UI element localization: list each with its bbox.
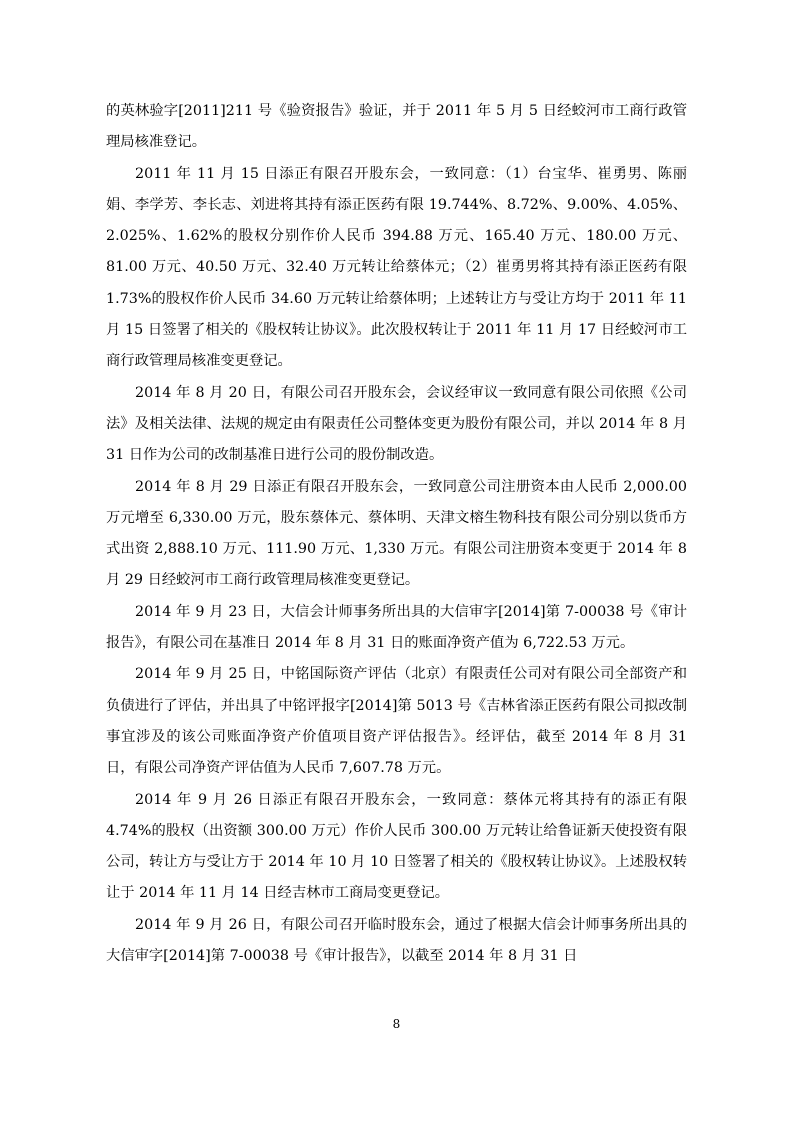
paragraph-2014-09-26-extraordinary-meeting: 2014 年 9 月 26 日，有限公司召开临时股东会，通过了根据大信会计师事务所出具的大信审字[2014]第 7-00038 号《审计报告》，以截至 2014 年 8 月 31 日 (106, 916, 687, 965)
paragraph-2014-08-20-restructuring: 2014 年 8 月 20 日，有限公司召开股东会，会议经审议一致同意有限公司依照《公司法》及相关法律、法规的规定由有限责任公司整体变更为股份有限公司，并以 2014 年 8 月 31 日作为公司的改制基准日进行公司的股份制改造。 (106, 384, 687, 464)
page-number: 8 (392, 1017, 401, 1031)
document-body (106, 96, 687, 972)
paragraph-2014-09-25-asset-valuation: 2014 年 9 月 25 日，中铭国际资产评估（北京）有限责任公司对有限公司全部资产和负债进行了评估，并出具了中铭评报字[2014]第 5013 号《吉林省添正医药有限公司拟改制事宜涉及的该公司账面净资产价值项目资产评估报告》。经评估，截至 2014 年 8 月 31 日，有限公司净资产评估值为人民币 7,607.78 万元。 (106, 666, 687, 777)
paragraph-2014-08-29-capital-increase: 2014 年 8 月 29 日添正有限召开股东会，一致同意公司注册资本由人民币 2,000.00 万元增至 6,330.00 万元，股东蔡体元、蔡体明、天津文榕生物科技有限公司分别以货币方式出资 2,888.10 万元、111.90 万元、1,330 万元。有限公司注册资本变更于 2014 年 8 月 29 日经蛟河市工商行政管理局核准变更登记。 (106, 478, 687, 589)
paragraph-2014-09-26-equity-transfer: 2014 年 9 月 26 日添正有限召开股东会，一致同意：蔡体元将其持有的添正有限 4.74%的股权（出资额 300.00 万元）作价人民币 300.00 万元转让给鲁证新天使投资有限公司，转让方与受让方于 2014 年 10 月 10 日签署了相关的《股权转让协议》。上述股权转让于 2014 年 11 月 14 日经吉林市工商局变更登记。 (106, 791, 687, 902)
paragraph-2011-equity-transfer: 2011 年 11 月 15 日添正有限召开股东会，一致同意：（1）台宝华、崔勇男、陈丽娟、李学芳、李长志、刘进将其持有添正医药有限 19.744%、8.72%、9.00%、4.05%、2.025%、1.62%的股权分别作价人民币 394.88 万元、165.40 万元、180.00 万元、81.00 万元、40.50 万元、32.40 万元转让给蔡体元；（2）崔勇男将其持有添正医药有限 1.73%的股权作价人民币 34.60 万元转让给蔡体明；上述转让方与受让方均于 2011 年 11 月 15 日签署了相关的《股权转让协议》。此次股权转让于 2011 年 11 月 17 日经蛟河市工商行政管理局核准变更登记。 (106, 165, 687, 370)
paragraph-verification-continued: 的英林验字[2011]211 号《验资报告》验证，并于 2011 年 5 月 5 日经蛟河市工商行政管理局核准登记。 (106, 103, 687, 151)
paragraph-2014-09-23-audit-report: 2014 年 9 月 23 日，大信会计师事务所出具的大信审字[2014]第 7-00038 号《审计报告》，有限公司在基准日 2014 年 8 月 31 日的账面净资产值为 6,722.53 万元。 (106, 603, 687, 652)
